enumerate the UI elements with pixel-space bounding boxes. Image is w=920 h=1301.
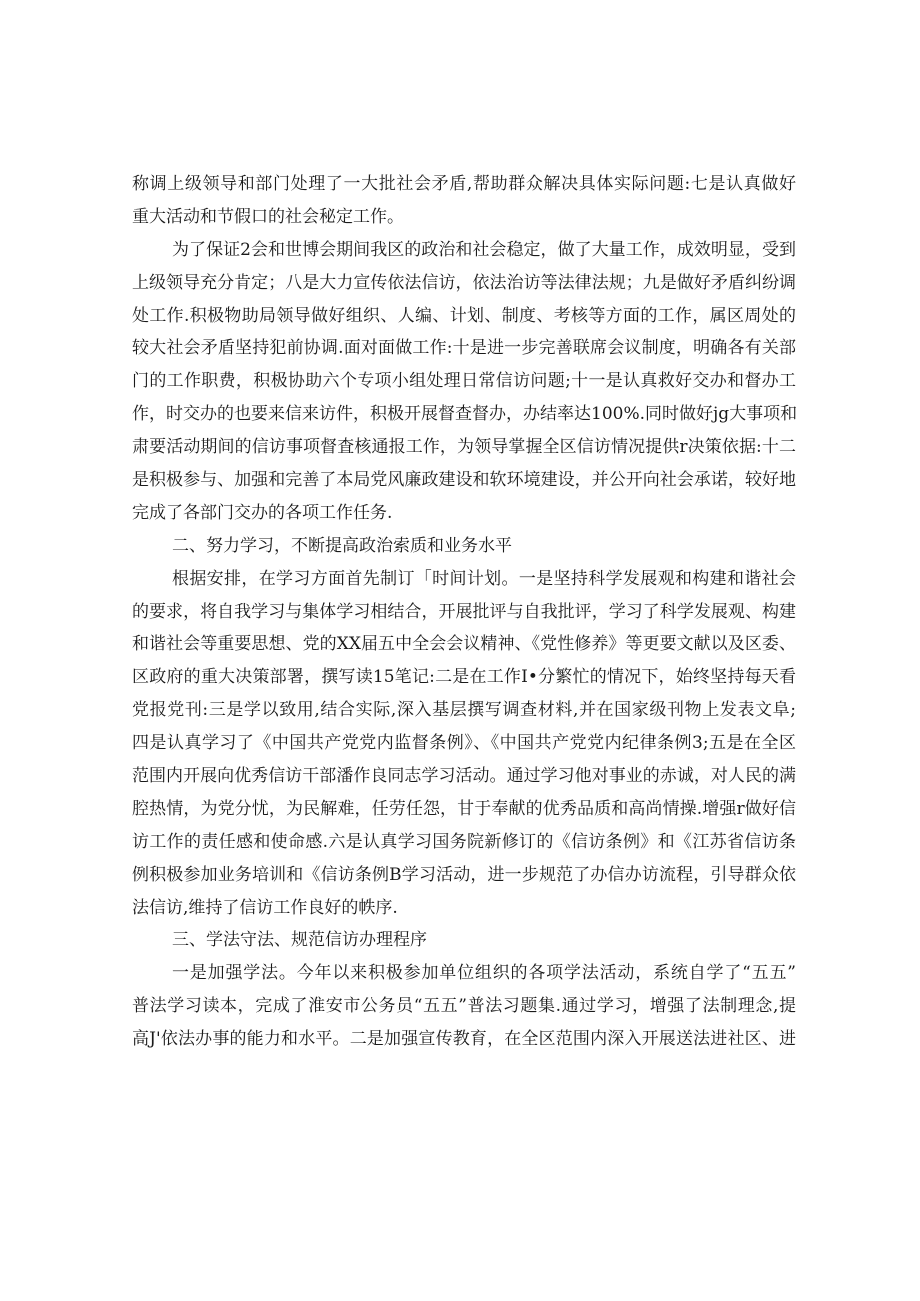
paragraph-line: 根据安排，在学习方面首先制订「时间计划。一是坚持科学发展观和构建和谐社会 [172,568,796,589]
section-heading: 二、努力学习，不断提高政治索质和业务水平 [172,535,512,556]
paragraph-line: 重大活动和节假口的社会秘定工作。 [132,206,404,227]
paragraph-line: 访工作的责任感和使命感.六是认真学习国务院新修订的《信访条例》和《江苏省信访条 [132,831,796,852]
section-heading: 三、学法守法、规范信访办理程序 [172,930,427,951]
paragraph-line: 范围内开展向优秀信访干部潘作良同志学习活动。通过学习他对事业的赤诚，对人民的满 [132,766,796,787]
paragraph-line: 上级领导充分肯定；八是大力宣传依法信访，依法治访等法律法规；九是做好矛盾纠纷调 [132,272,796,293]
paragraph-line: 党报党刊:三是学以致用,结合实际,深入基层撰写调查材料,并在国家级刊物上发表文阜; [132,700,796,721]
paragraph-line: 一是加强学法。今年以来积极参加单位组织的各项学法活动，系统自学了“五五” [172,963,796,984]
paragraph-line: 腔热情，为党分忧，为民解难，任劳任怨，甘于奉献的优秀品质和高尚情操.增强r做好信 [132,798,796,819]
paragraph-line: 肃要活动期间的信访事项督査核通报工作，为领导掌握全区信访情况提供r决策依据:十二 [132,437,796,458]
paragraph-line: 是积极参与、加强和完善了本局党风廉政建设和软环境建设，并公开向社会承诺，较好地 [132,470,796,491]
paragraph-line: 称调上级领导和部门处理了一大批社会矛盾,帮助群众解决具体实际问题:七是认真做好 [132,174,796,194]
paragraph-line: 的要求，将自我学习与集体学习相结合，开展批评与自我批评，学习了科学发展观、构建 [132,601,796,622]
paragraph-line: 例积极参加业务培训和《信访条例B学习活动，进一步规范了办信办访流程，引导群众依 [132,864,796,885]
paragraph-line: 普法学习读本，完成了淮安市公务员“五五”普法习题集.通过学习，增强了法制理念,提 [132,996,796,1017]
paragraph-line: 高J'依法办事的能力和水平。二是加强宣传教育，在全区范围内深入开展送法进社区、进 [132,1029,796,1050]
paragraph-line: 区政府的重大决策部署，撰写读15笔记:二是在工作I•分繁忙的情况下，始终坚持每天看 [132,667,796,688]
document-body [132,168,796,1056]
paragraph-line: 和谐社会等重要思想、党的XX届五中全会会议精神、《党性修养》等更要文献以及区委、 [132,634,796,655]
paragraph-line: 四是认真学习了《中国共产党党内监督条例》、《中国共产党党内纪律条例3;五是在全区 [132,733,796,754]
paragraph-line: 门的工作职费，积极协助六个专项小组处理日常信访问题;十一是认真救好交办和督办工 [132,371,796,392]
paragraph-line: 较大社会矛盾坚持犯前协调.面对面做工作:十是进一步完善联席会议制度，明确各有关部 [132,338,796,359]
paragraph-line: 作，时交办的也要来信来访件，积极开展督查督办，办结率达100%.同时做好jg大事项和 [132,404,798,425]
paragraph-line: 处工作.积极物助局领导做好组织、人编、计划、制度、考核等方面的工作，属区周处的 [132,305,796,326]
paragraph-line: 为了保证2会和世博会期间我区的政治和社会稳定，做了大量工作，成效明显，受到 [172,239,796,260]
paragraph-line: 法信访,维持了信访工作良好的帙序. [132,897,398,918]
paragraph-line: 完成了各部门交办的各项工作任务. [132,502,393,523]
